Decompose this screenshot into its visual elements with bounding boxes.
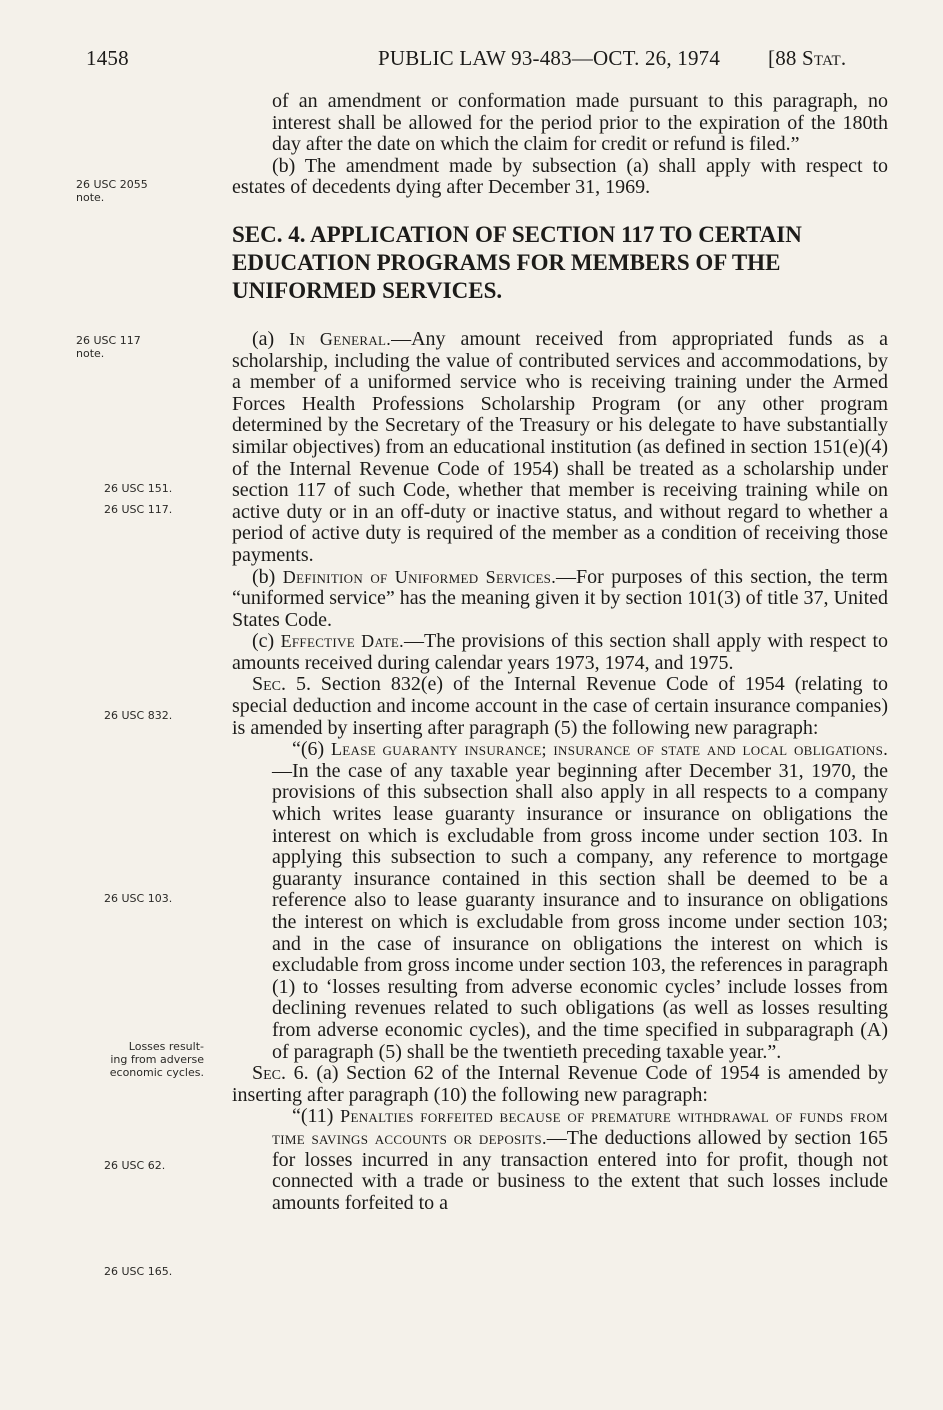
margin-note-2055 bbox=[76, 178, 218, 204]
carryover-paragraph: of an amendment or conformation made pursuant to this paragraph, no interest shall be allowed for the period prior to the expiration of the 180th day after the date on which the claim for credit or refund is filed.” bbox=[272, 90, 888, 156]
sec6-paragraph bbox=[232, 1063, 888, 1106]
subsection-label: (b) bbox=[252, 565, 283, 588]
sec3-subsection-b: (b) The amendment made by subsection (a) shall apply with respect to estates of decedents dying after December 31, 1969. bbox=[232, 154, 888, 199]
volume-citation bbox=[768, 46, 846, 71]
margin-note-line: note. bbox=[76, 347, 105, 360]
paragraph-text: —In the case of any taxable year beginning after December 31, 1970, the provisions of this subsection shall also apply in all respects to a company which writes lease guaranty insurance or insurance on obligations the interest on which is excludable from gross income under section 103. In applying this subsection to such a company, any reference to mortgage guaranty insurance contained in this section shall be deemed to be a reference also to lease guaranty insurance and to insurance on obligations the interest on which is excludable from gross income under section 103; and in the case of insurance on obligations the interest on which is excludable from gross income under section 103, the references in paragraph (1) to ‘losses resulting from adverse economic cycles’ include losses from declining revenues related to such obligations (as well as losses resulting from adverse economic cycles), and the time specified in subparagraph (A) of paragraph (5) shall be the twentieth preceding taxable year.”. bbox=[272, 759, 888, 1063]
margin-note-151: 26 USC 151. bbox=[104, 482, 173, 495]
margin-note-line: economic cycles. bbox=[109, 1066, 204, 1079]
section-text: (a) Section 62 of the Internal Revenue Code of 1954 is amended by inserting after paragraph (10) the following new paragraph: bbox=[232, 1062, 889, 1106]
paragraph-label: “(6) bbox=[292, 738, 331, 761]
run-in-heading: In General. bbox=[289, 328, 392, 349]
subsection-text: —The provisions of this section shall apply with respect to amounts received during calendar years 1973, 1974, and 1975. bbox=[232, 630, 889, 674]
run-in-heading: Lease guaranty insurance; insurance of state and local obligations. bbox=[330, 739, 889, 760]
margin-note-line: Losses result- bbox=[128, 1040, 204, 1053]
sec4-subsection-b bbox=[232, 567, 888, 632]
statute-body bbox=[232, 91, 888, 1214]
margin-note-line: note. bbox=[76, 191, 105, 204]
sec4-heading bbox=[232, 221, 888, 305]
page-number: 1458 bbox=[86, 46, 129, 70]
subsection-text: —For purposes of this section, the term “uniformed service” has the meaning given it by section 101(3) of title 37, United States Code. bbox=[232, 565, 888, 631]
sec4-heading-label: SEC. 4. bbox=[232, 221, 310, 247]
run-in-heading: Definition of Uniformed Services. bbox=[282, 566, 557, 587]
margin-note-832: 26 USC 832. bbox=[104, 709, 173, 722]
margin-note-line: 26 USC 117 bbox=[76, 334, 141, 347]
margin-note-103: 26 USC 103. bbox=[104, 892, 173, 905]
margin-note-165: 26 USC 165. bbox=[104, 1265, 173, 1278]
section-text: Section 832(e) of the Internal Revenue Code of 1954 (relating to special deduction and income account in the case of certain insurance companies) is amended by inserting after paragraph (5) the following new paragraph: bbox=[232, 673, 888, 739]
margin-note-117: 26 USC 117. bbox=[104, 503, 173, 516]
margin-note-62: 26 USC 62. bbox=[104, 1159, 166, 1172]
section-label: Sec. 6. bbox=[252, 1062, 309, 1085]
volume-prefix: [88 bbox=[768, 46, 803, 70]
paragraph-text: —The deductions allowed by section 165 for losses incurred in any transaction entered into for profit, though not connected with a trade or business to the extent that such losses include amounts forfeited to a bbox=[272, 1126, 888, 1214]
margin-note-117-note bbox=[76, 334, 218, 360]
paragraph-label: “(11) bbox=[292, 1105, 341, 1128]
run-in-heading: Effective Date. bbox=[280, 631, 404, 652]
law-title: PUBLIC LAW 93-483—OCT. 26, 1974 bbox=[378, 46, 721, 70]
running-header bbox=[0, 46, 943, 76]
section-label: Sec. 5. bbox=[252, 673, 311, 696]
margin-note-line: 26 USC 2055 bbox=[76, 178, 148, 191]
sec5-paragraph bbox=[232, 674, 888, 739]
quoted-paragraph-11 bbox=[232, 1106, 888, 1214]
margin-note-losses bbox=[62, 1040, 204, 1079]
subsection-text: —Any amount received from appropriated funds as a scholarship, including the value of contributed services and accommodations, by a member of a uniformed service who is receiving training under the Armed Forces Health Professions Scholarship Program (or any other program determined by the Secretary of the Treasury or his delegate to have substantially similar objectives) from an educational institution (as defined in section 151(e)(4) of the Internal Revenue Code of 1954) shall be treated as a scholarship under section 117 of such Code, whether that member is receiving training while on active duty or in an off-duty or inactive status, and without regard to whether a period of active duty is required of the member as a condition of receiving those payments. bbox=[232, 327, 888, 566]
margin-note-line: ing from adverse bbox=[110, 1053, 204, 1066]
run-in-heading: Penalties forfeited because of premature withdrawal of funds from time savings accounts or deposits. bbox=[272, 1106, 888, 1148]
subsection-label: (c) bbox=[252, 630, 281, 653]
subsection-label: (a) bbox=[252, 327, 290, 350]
sec4-subsection-a bbox=[232, 329, 888, 567]
sec4-subsection-c bbox=[232, 631, 888, 674]
quoted-paragraph-6 bbox=[232, 739, 888, 1063]
sec4-heading-text: APPLICATION OF SECTION 117 TO CERTAIN EDUCATION PROGRAMS FOR MEMBERS OF THE UNIFORMED SERVICES. bbox=[232, 221, 802, 303]
volume-stat: Stat. bbox=[802, 46, 847, 70]
